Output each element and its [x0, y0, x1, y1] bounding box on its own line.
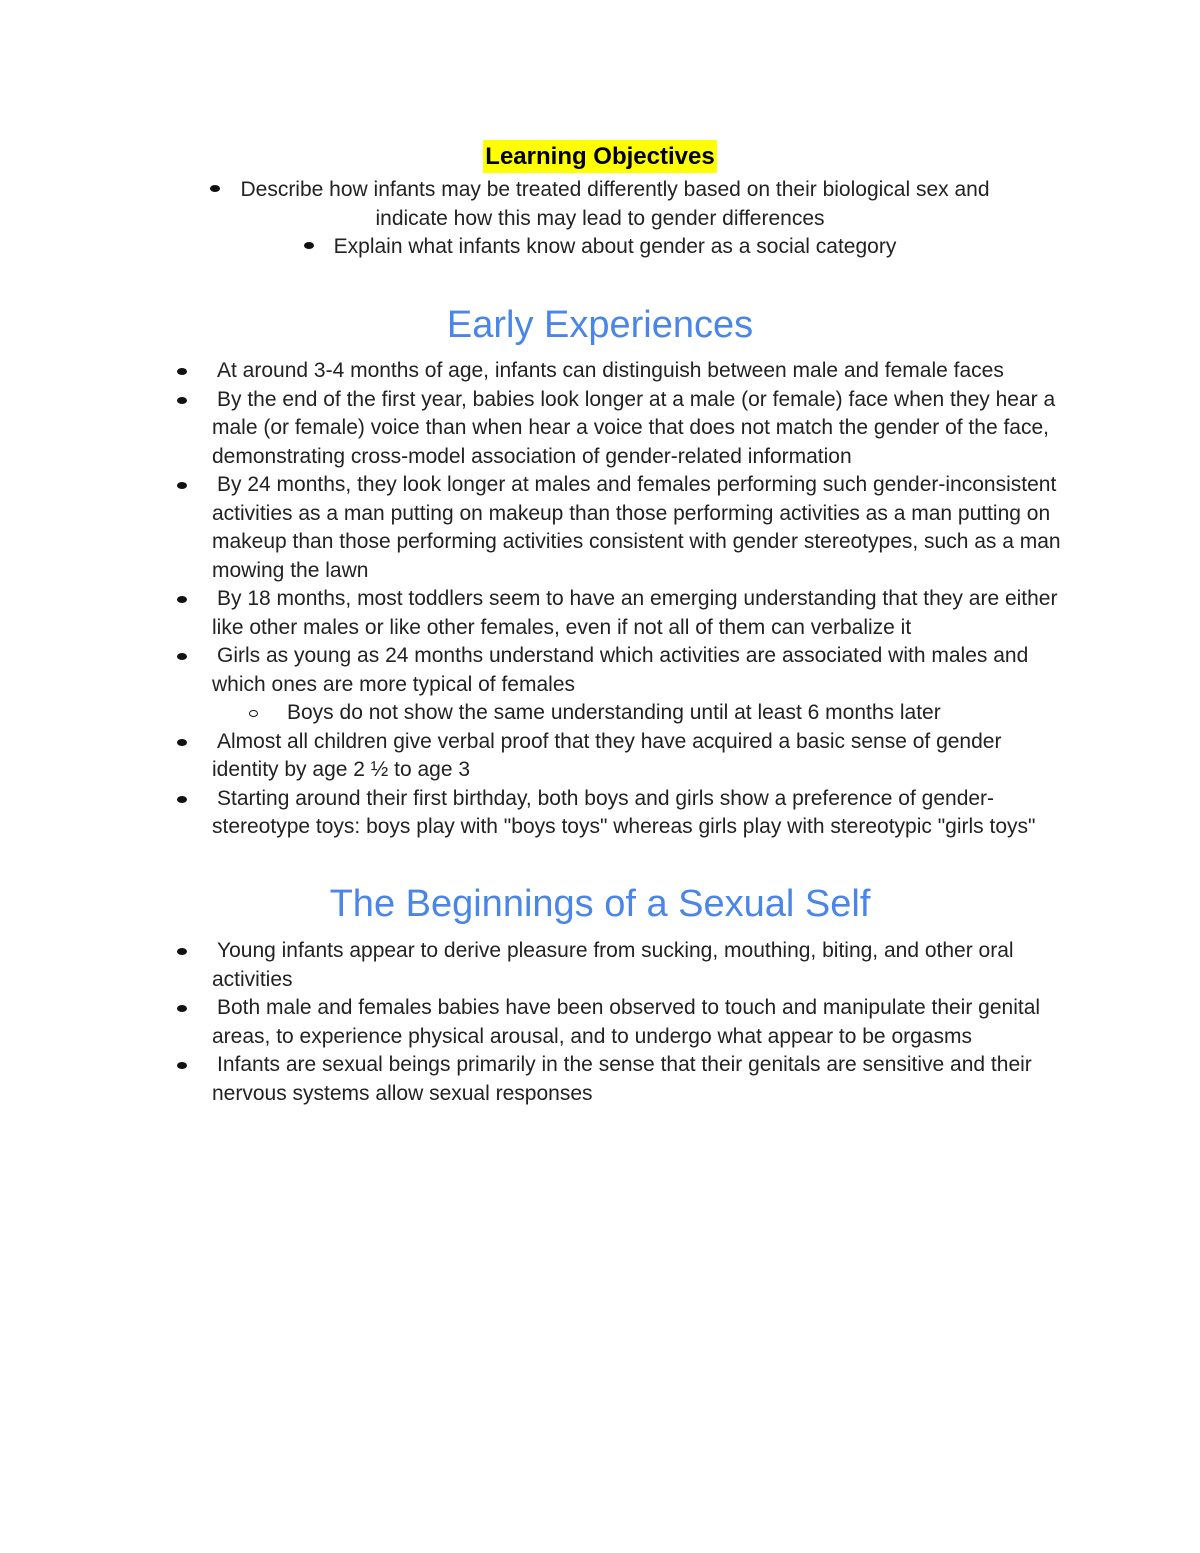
list-item — [0, 357, 1072, 386]
early-experiences-list — [0, 357, 1200, 842]
list-item-text: Young infants appear to derive pleasure from sucking, mouthing, biting, and other oral activities — [212, 939, 1014, 991]
list-item — [0, 785, 1072, 842]
bullet-icon — [177, 653, 187, 660]
list-item-text: By the end of the first year, babies look longer at a male (or female) face when they hear a male (or female) voice than when hear a voice that does not match the gender of the face, demonstrating cross-model association of gender-related information — [212, 387, 1056, 468]
sub-list-item-text: Boys do not show the same understanding until at least 6 months later — [287, 701, 941, 724]
bullet-icon — [177, 739, 187, 746]
learning-objective-item — [0, 176, 1200, 233]
learning-objectives-header — [0, 140, 1200, 173]
bullet-icon — [210, 185, 220, 192]
sexual-self-list — [0, 937, 1200, 1108]
list-item-text: Both male and females babies have been observed to touch and manipulate their genital areas, to experience physical arousal, and to undergo what appear to be orgasms — [212, 996, 1041, 1048]
list-item-text: Girls as young as 24 months understand which activities are associated with males and which ones are more typical of females — [212, 644, 1029, 696]
bullet-icon — [177, 397, 187, 404]
section-heading-early-experiences: Early Experiences — [446, 304, 754, 346]
list-item-text: By 18 months, most toddlers seem to have an emerging understanding that they are either like other males or like other females, even if not all of them can verbalize it — [212, 587, 1058, 639]
learning-objective-text-line-1: Describe how infants may be treated differently based on their biological sex and — [240, 178, 990, 201]
list-item — [0, 994, 1072, 1051]
list-item-text: Infants are sexual beings primarily in the sense that their genitals are sensitive and their nervous systems allow sexual responses — [212, 1053, 1032, 1105]
hollow-bullet-icon — [249, 710, 258, 717]
list-item — [0, 728, 1072, 785]
learning-objective-text-line-2: indicate how this may lead to gender differences — [375, 206, 825, 230]
bullet-icon — [177, 596, 187, 603]
bullet-icon — [177, 796, 187, 803]
sub-list-item — [0, 699, 1087, 728]
list-item — [0, 1051, 1072, 1108]
section-heading-sexual-self: The Beginnings of a Sexual Self — [329, 883, 871, 925]
list-item — [0, 642, 1072, 699]
list-item-text: Almost all children give verbal proof that they have acquired a basic sense of gender identity by age 2 ½ to age 3 — [212, 729, 1002, 781]
list-item — [0, 585, 1072, 642]
bullet-icon — [177, 948, 187, 955]
bullet-icon — [177, 1062, 187, 1069]
learning-objectives-title: Learning Objectives — [483, 140, 716, 173]
list-item — [0, 386, 1072, 472]
bullet-icon — [177, 368, 187, 375]
list-item-text: At around 3-4 months of age, infants can distinguish between male and female faces — [217, 359, 1004, 382]
learning-objective-text: Explain what infants know about gender as a social category — [333, 235, 897, 258]
list-item — [0, 471, 1072, 585]
bullet-icon — [304, 242, 314, 249]
learning-objective-item — [0, 233, 1200, 262]
list-item-text: By 24 months, they look longer at males and females performing such gender-inconsistent activities as a man putting on makeup than those performing activities as a man putting on makeup than those performing activities consistent with gender stereotypes, such as a man mowing the lawn — [212, 473, 1061, 582]
bullet-icon — [177, 482, 187, 489]
bullet-icon — [177, 1005, 187, 1012]
list-item-text: Starting around their first birthday, both boys and girls show a preference of gender-stereotype toys: boys play with "boys toys" whereas girls play with stereotypic "girls toys" — [212, 786, 1036, 838]
list-item — [0, 937, 1072, 994]
